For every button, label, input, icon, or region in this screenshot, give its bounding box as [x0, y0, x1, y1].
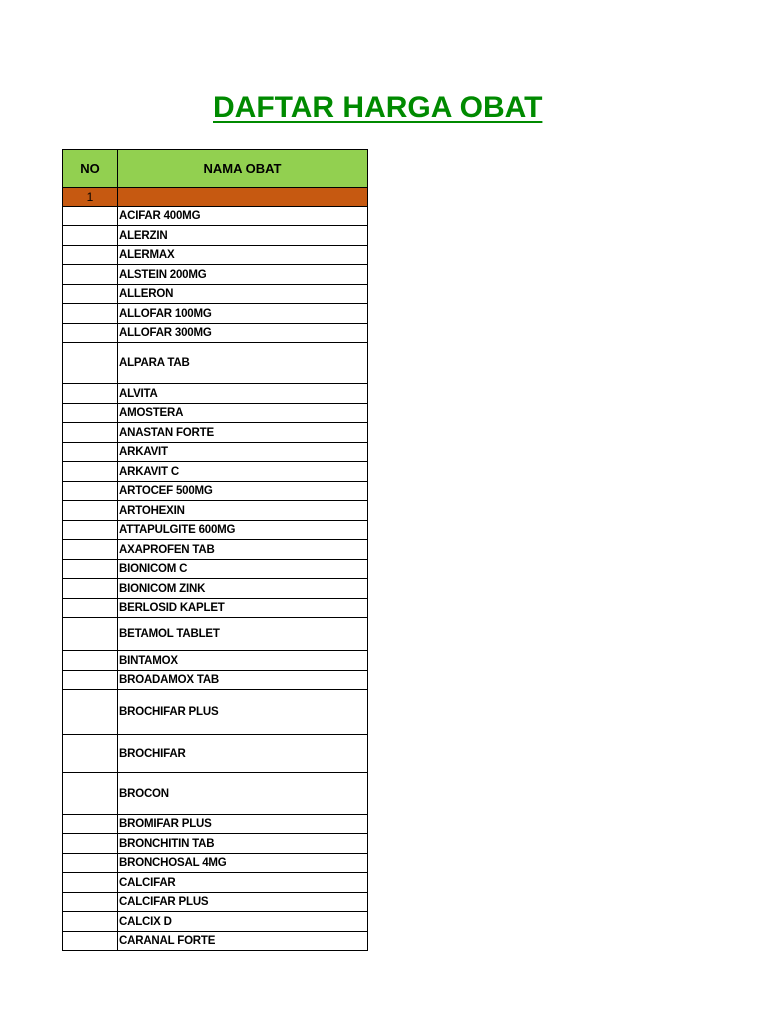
drug-name: ARTOHEXIN: [118, 501, 368, 521]
row-number: [63, 265, 118, 285]
drug-name: ALSTEIN 200MG: [118, 265, 368, 285]
drug-name: BROADAMOX TAB: [118, 671, 368, 690]
drug-name: ARKAVIT: [118, 443, 368, 462]
row-number: [63, 540, 118, 560]
drug-name: ALLOFAR 100MG: [118, 304, 368, 324]
page-title-container: [213, 86, 543, 130]
table-row: [63, 324, 368, 343]
row-number: [63, 404, 118, 423]
table-row: [63, 773, 368, 815]
row-number: [63, 343, 118, 384]
table-row: [63, 501, 368, 521]
drug-name: BROCON: [118, 773, 368, 815]
row-number: [63, 384, 118, 404]
table-row: [63, 834, 368, 854]
drug-name: ALPARA TAB: [118, 343, 368, 384]
drug-name: BROMIFAR PLUS: [118, 815, 368, 834]
row-number: [63, 207, 118, 226]
header-no: NO: [63, 150, 118, 188]
table-row: [63, 482, 368, 501]
table-row: [63, 384, 368, 404]
table-row: [63, 671, 368, 690]
table-row: [63, 265, 368, 285]
row-number: [63, 304, 118, 324]
drug-name: BRONCHOSAL 4MG: [118, 854, 368, 873]
drug-name: BROCHIFAR PLUS: [118, 690, 368, 735]
group-name: [118, 188, 368, 207]
row-number: [63, 671, 118, 690]
table-row: [63, 932, 368, 951]
row-number: [63, 773, 118, 815]
drug-name: CALCIX D: [118, 912, 368, 932]
drug-name: BRONCHITIN TAB: [118, 834, 368, 854]
drug-name: ALLOFAR 300MG: [118, 324, 368, 343]
drug-name: BIONICOM C: [118, 560, 368, 579]
row-number: [63, 482, 118, 501]
header-nama-obat: NAMA OBAT: [118, 150, 368, 188]
row-number: [63, 873, 118, 893]
row-number: [63, 462, 118, 482]
table-row: [63, 560, 368, 579]
row-number: [63, 226, 118, 246]
row-number: [63, 423, 118, 443]
table-row: [63, 815, 368, 834]
row-number: [63, 651, 118, 671]
table-row: [63, 690, 368, 735]
row-number: [63, 599, 118, 618]
group-number: 1: [63, 188, 118, 207]
table-header-row: [63, 150, 368, 188]
table-row: [63, 893, 368, 912]
table-row: [63, 343, 368, 384]
drug-name: ALLERON: [118, 285, 368, 304]
table-row: [63, 285, 368, 304]
table-row: [63, 854, 368, 873]
table-row: [63, 599, 368, 618]
drug-name: CALCIFAR: [118, 873, 368, 893]
row-number: [63, 912, 118, 932]
table-row: [63, 540, 368, 560]
table-row: [63, 423, 368, 443]
table-row: [63, 246, 368, 265]
table-body: [63, 188, 368, 951]
row-number: [63, 579, 118, 599]
drug-name: AXAPROFEN TAB: [118, 540, 368, 560]
table-row: [63, 226, 368, 246]
drug-name: BERLOSID KAPLET: [118, 599, 368, 618]
drug-name: ALVITA: [118, 384, 368, 404]
table-row: [63, 443, 368, 462]
drug-name: ARKAVIT C: [118, 462, 368, 482]
row-number: [63, 324, 118, 343]
table-row: [63, 521, 368, 540]
table-row: [63, 579, 368, 599]
drug-name: ATTAPULGITE 600MG: [118, 521, 368, 540]
drug-name: BINTAMOX: [118, 651, 368, 671]
row-number: [63, 834, 118, 854]
row-number: [63, 932, 118, 951]
drug-name: BIONICOM ZINK: [118, 579, 368, 599]
row-number: [63, 735, 118, 773]
table-row: [63, 651, 368, 671]
group-row: [63, 188, 368, 207]
drug-price-table: [62, 149, 368, 951]
row-number: [63, 285, 118, 304]
drug-name: ALERZIN: [118, 226, 368, 246]
table-row: [63, 207, 368, 226]
row-number: [63, 618, 118, 651]
page-title: DAFTAR HARGA OBAT: [213, 91, 543, 124]
drug-name: AMOSTERA: [118, 404, 368, 423]
table-row: [63, 912, 368, 932]
drug-name: ARTOCEF 500MG: [118, 482, 368, 501]
row-number: [63, 443, 118, 462]
drug-name: CALCIFAR PLUS: [118, 893, 368, 912]
row-number: [63, 521, 118, 540]
drug-name: ANASTAN FORTE: [118, 423, 368, 443]
drug-name: ACIFAR 400MG: [118, 207, 368, 226]
row-number: [63, 815, 118, 834]
row-number: [63, 854, 118, 873]
row-number: [63, 246, 118, 265]
table-row: [63, 462, 368, 482]
drug-name: BROCHIFAR: [118, 735, 368, 773]
drug-name: CARANAL FORTE: [118, 932, 368, 951]
row-number: [63, 501, 118, 521]
row-number: [63, 893, 118, 912]
table-row: [63, 304, 368, 324]
drug-name: BETAMOL TABLET: [118, 618, 368, 651]
row-number: [63, 560, 118, 579]
drug-name: ALERMAX: [118, 246, 368, 265]
table-row: [63, 873, 368, 893]
table-row: [63, 404, 368, 423]
table-row: [63, 618, 368, 651]
row-number: [63, 690, 118, 735]
table-row: [63, 735, 368, 773]
